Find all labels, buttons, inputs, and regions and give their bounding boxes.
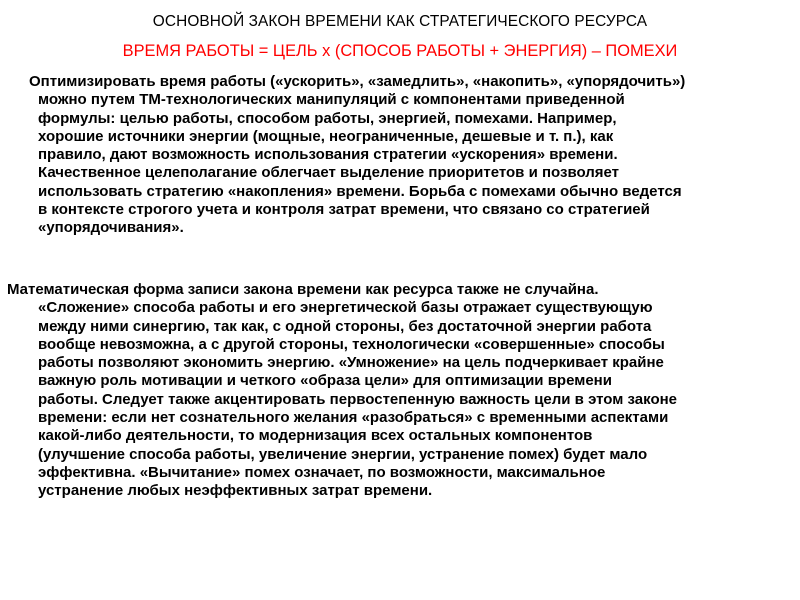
paragraph-line: (улучшение способа работы, увеличение энергии, устранение помех) будет мало xyxy=(38,445,648,463)
paragraph-line: формулы: целью работы, способом работы, энергией, помехами. Например, xyxy=(38,109,617,127)
paragraph-line: использовать стратегию «накопления» времени. Борьба с помехами обычно ведется xyxy=(38,182,682,200)
paragraph-line: какой-либо деятельности, то модернизация всех остальных компонентов xyxy=(38,427,593,445)
paragraph-line: важную роль мотивации и четкого «образа цели» для оптимизации времени xyxy=(38,372,612,390)
paragraph-math-form xyxy=(7,281,678,501)
paragraph-optimization xyxy=(29,73,686,238)
paragraph-line: работы позволяют экономить энергию. «Умножение» на цель подчеркивает крайне xyxy=(38,354,664,372)
paragraph-line: Математическая форма записи закона времени как ресурса также не случайна. xyxy=(7,281,599,298)
paragraph-line: можно путем ТМ-технологических манипуляций с компонентами приведенной xyxy=(38,91,625,109)
paragraph-line: в контексте строгого учета и контроля затрат времени, что связано со стратегией xyxy=(38,201,650,219)
paragraph-line: работы. Следует также акцентировать первостепенную важность цели в этом законе xyxy=(38,390,678,408)
paragraph-line: правило, дают возможность использования стратегии «ускорения» времени. xyxy=(38,146,618,164)
paragraph-line: времени: если нет сознательного желания «разобраться» с временными аспектами xyxy=(38,409,669,427)
paragraph-line: вообще невозможна, а с другой стороны, технологически «совершенные» способы xyxy=(38,335,665,353)
paragraph-line: «упорядочивания». xyxy=(38,219,184,237)
paragraph-line: Качественное целеполагание облегчает выделение приоритетов и позволяет xyxy=(38,164,620,182)
time-law-formula: ВРЕМЯ РАБОТЫ = ЦЕЛЬ х (СПОСОБ РАБОТЫ + ЭНЕРГИЯ) – ПОМЕХИ xyxy=(122,42,678,60)
paragraph-line: между ними синергию, так как, с одной стороны, без достаточной энергии работа xyxy=(38,317,652,335)
paragraph-line: устранение любых неэффективных затрат времени. xyxy=(38,482,433,500)
paragraph-line: Оптимизировать время работы («ускорить», «замедлить», «накопить», «упорядочить») xyxy=(29,73,686,90)
paragraph-line: эффективна. «Вычитание» помех означает, по возможности, максимальное xyxy=(38,463,606,481)
slide-title: ОСНОВНОЙ ЗАКОН ВРЕМЕНИ КАК СТРАТЕГИЧЕСКОГО РЕСУРСА xyxy=(152,13,648,30)
paragraph-line: «Сложение» способа работы и его энергетической базы отражает существующую xyxy=(38,299,653,317)
paragraph-line: хорошие источники энергии (мощные, неограниченные, дешевые и т. п.), как xyxy=(38,127,614,145)
